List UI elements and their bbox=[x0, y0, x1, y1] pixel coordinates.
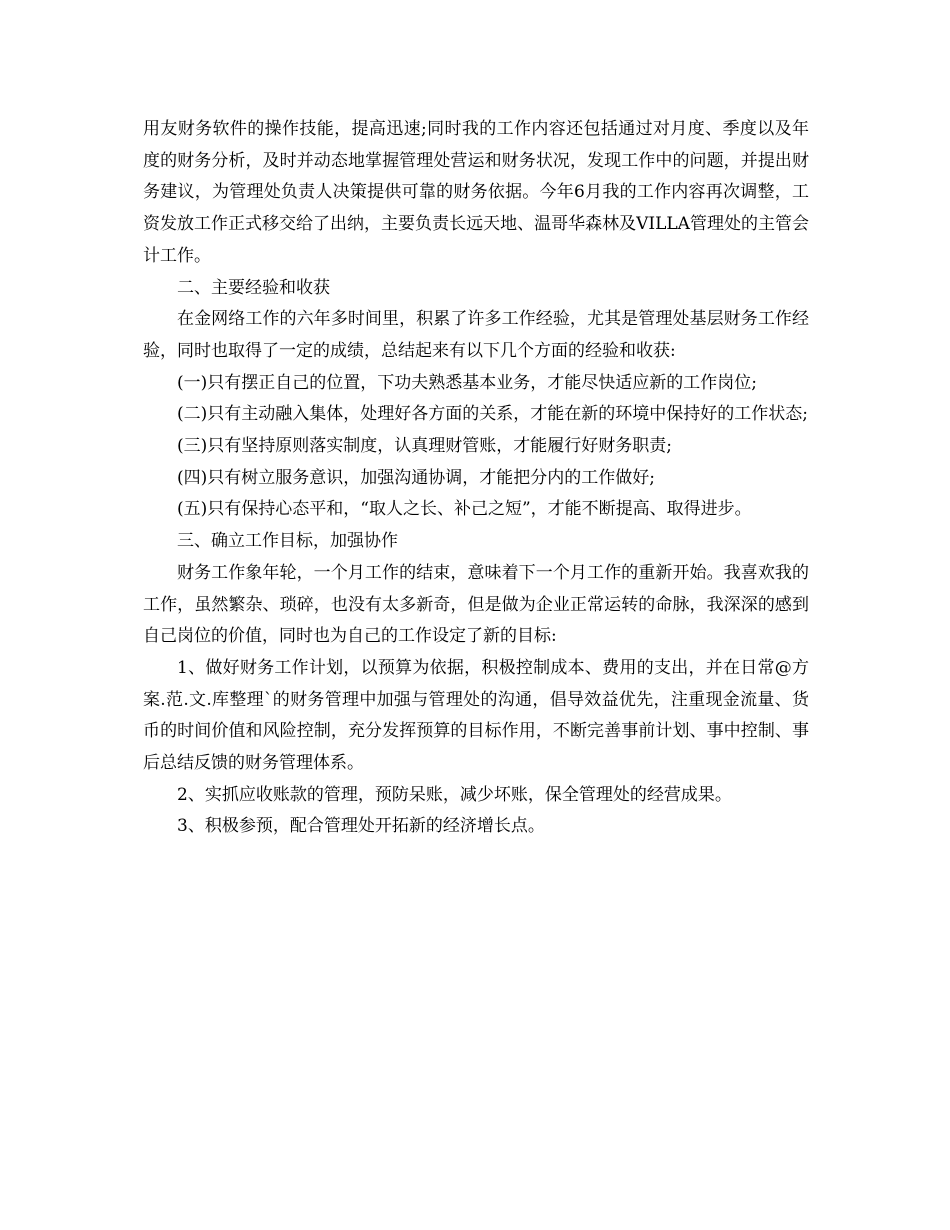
list-item-goal-2: 2、实抓应收账款的管理，预防呆账，减少坏账，保全管理处的经营成果。 bbox=[177, 784, 732, 805]
section-heading-experience: 二、主要经验和收获 bbox=[177, 277, 330, 298]
paragraph-experience-summary: 在金网络工作的六年多时间里，积累了许多工作经验，尤其是管理处基层财务工作经验，同时也取得了一定的成绩，总结起来有以下几个方面的经验和收获: bbox=[143, 309, 809, 361]
list-item-experience-4: (四)只有树立服务意识，加强沟通协调，才能把分内的工作做好; bbox=[177, 467, 655, 488]
list-item-goal-3: 3、积极参预，配合管理处开拓新的经济增长点。 bbox=[177, 816, 545, 837]
document-body bbox=[143, 114, 809, 843]
paragraph-intro-continued: 用友财务软件的操作技能，提高迅速;同时我的工作内容还包括通过对月度、季度以及年度的财务分析，及时并动态地掌握管理处营运和财务状况，发现工作中的问题，并提出财务建议，为管理处负责人决策提供可靠的财务依据。今年6月我的工作内容再次调整，工资发放工作正式移交给了出纳，主要负责长远天地、温哥华森林及VILLA管理处的主管会计工作。 bbox=[143, 119, 809, 266]
list-item-experience-1: (一)只有摆正自己的位置，下功夫熟悉基本业务，才能尽快适应新的工作岗位; bbox=[177, 372, 757, 393]
list-item-experience-5: (五)只有保持心态平和，“取人之长、补己之短”，才能不断提高、取得进步。 bbox=[177, 499, 752, 520]
section-heading-goals: 三、确立工作目标，加强协作 bbox=[177, 531, 398, 552]
list-item-goal-1: 1、做好财务工作计划，以预算为依据，积极控制成本、费用的支出，并在日常@方案.范.文.库整理`的财务管理中加强与管理处的沟通，倡导效益优先，注重现金流量、货币的时间价值和风险控制，充分发挥预算的目标作用，不断完善事前计划、事中控制、事后总结反馈的财务管理体系。 bbox=[143, 657, 809, 774]
list-item-experience-3: (三)只有坚持原则落实制度，认真理财管账，才能履行好财务职责; bbox=[177, 436, 672, 457]
paragraph-goals-intro: 财务工作象年轮，一个月工作的结束，意味着下一个月工作的重新开始。我喜欢我的工作，虽然繁杂、琐碎，也没有太多新奇，但是做为企业正常运转的命脉，我深深的感到自己岗位的价值，同时也为自己的工作设定了新的目标: bbox=[143, 562, 809, 647]
list-item-experience-2: (二)只有主动融入集体，处理好各方面的关系，才能在新的环境中保持好的工作状态; bbox=[177, 404, 808, 425]
